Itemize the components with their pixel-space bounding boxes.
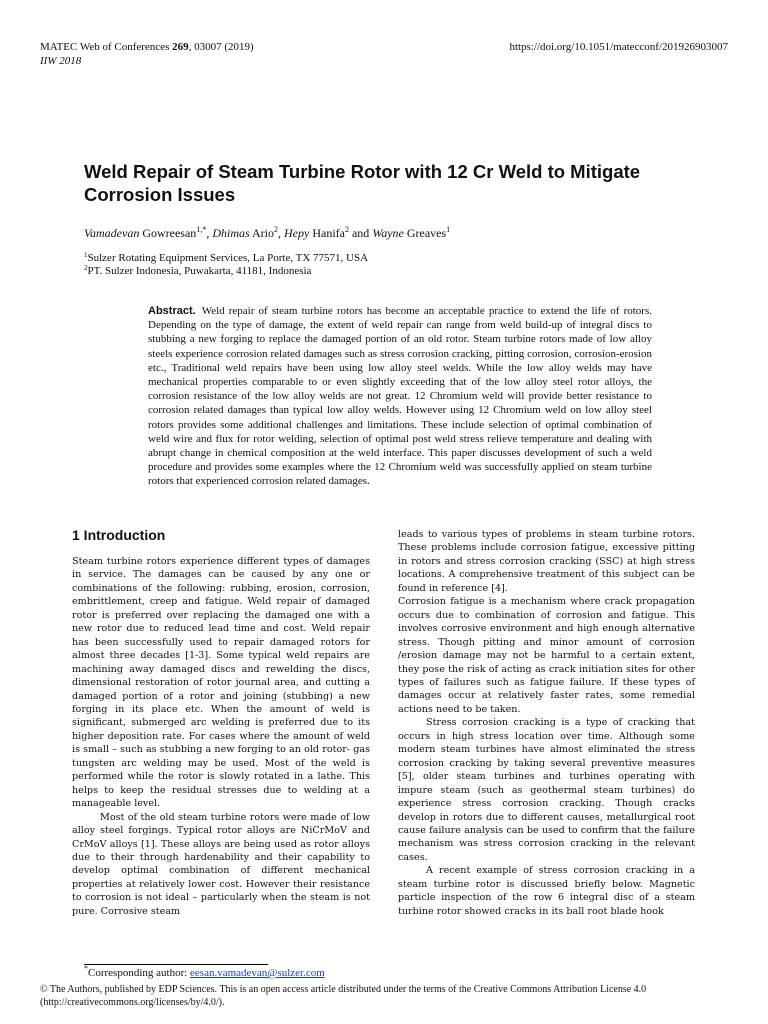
- author: Hepy Hanifa$^2$ and: [284, 225, 373, 240]
- doi-link[interactable]: https://doi.org/10.1051/matecconf/201926903007: [509, 41, 728, 53]
- paragraph: Stress corrosion cracking is a type of cracking that occurs in high stress location over time. Although some modern steam turbines have almost eliminated the stress corrosion cracking by taking several preventive measures [5], older steam turbines and turbines operating with impure steam (such as geothermal steam turbines) do experience stress corrosion cracking. Though cracks develop in rotors due to different causes, metallurgical root cause failure analysis can be used to confirm that the failure mechanism was stress corrosion cracking in the relevant cases.: [398, 717, 695, 863]
- affiliation: $^2$PT. Sulzer Indonesia, Puwakarta, 41181, Indonesia: [84, 264, 312, 277]
- author: Wayne Greaves$^1$: [372, 225, 451, 240]
- paragraph: Steam turbine rotors experience different types of damages in service. The damages can be caused by any one or combinations of the following: rubbing, erosion, corrosion, embrittlement, creep and fatigue. Weld repair of damaged rotor is preferred over replacing the damaged one with a new rotor due to reduced lead time and cost. Weld repair has been successfully used to repair damaged rotors for almost three decades [1-3]. Some typical weld repairs are machining away damaged discs and rewelding the discs, dimensional restoration of rotor journal area, and cutting a damaged portion of a rotor and joining (stubbing) a new forging in its place etc. When the amount of weld is significant, submerged arc welding is preferred due to its higher deposition rate. For cases where the amount of weld is small – such as stubbing a new forging to an old rotor- gas tungsten arc welding may be used. Most of the weld is performed while the rotor is slowly rotated in a lathe. This helps to keep the residual stresses due to welding at a manageable level.: [72, 556, 370, 810]
- paper-title: Weld Repair of Steam Turbine Rotor with 12 Cr Weld to Mitigate Corrosion Issues: [84, 161, 641, 205]
- affiliation: $^1$Sulzer Rotating Equipment Services, La Porte, TX 77571, USA: [84, 251, 369, 264]
- author-list: [84, 225, 724, 241]
- paragraph: Corrosion fatigue is a mechanism where crack propagation occurs due to combination of corrosion and fatigue. This involves corrosive environment and high enough alternative stress. Though pitting and minor amount of corrosion /erosion damage may not be harmful to a certain extent, they pose the risk of acting as crack initiation sites for other types of failures such as fatigue failure. If these types of damages occur at relatively faster rates, some remedial actions need to be taken.: [398, 596, 695, 715]
- author: Vamadevan Gowreesan$^{1,*}$,: [84, 225, 213, 240]
- affiliations: [84, 252, 724, 278]
- footnote-rule: [84, 964, 268, 965]
- paragraph: leads to various types of problems in steam turbine rotors. These problems include corrosion fatigue, excessive pitting in rotors and stress corrosion cracking (SSC) at high stress locations. A comprehensive treatment of this subject can be found in reference [4].: [398, 529, 695, 594]
- running-header: [40, 40, 254, 68]
- event-name: IIW 2018: [40, 55, 82, 67]
- corresponding-author-footnote: *Corresponding author: eesan.vamadevan@sulzer.com: [84, 964, 325, 979]
- body-column-right: [398, 528, 695, 918]
- journal-name: MATEC Web of Conferences 269, 03007 (2019): [40, 41, 254, 53]
- author: Dhimas Ario$^2$,: [212, 225, 284, 240]
- abstract-text: Weld repair of steam turbine rotors has become an acceptable practice to extend the life of rotors. Depending on the type of damage, the extent of weld repair can range from weld build-up of integral discs to stubbing a new forging to replace the damaged portion of an old rotor. Steam turbine rotors made of low alloy steels experience corrosion related damages such as stress corrosion cracking, pitting corrosion, corrosion-erosion etc., Traditional weld repairs have been using low alloy steel welds. While the low alloy welds may have mechanical properties comparable to or even slightly exceeding that of the low alloy steel rotor alloys, the corrosion resistance of the low alloy welds are not great. 12 Chromium weld will provide better resistance to corrosion related damages than typical low alloy welds. However using 12 Chromium weld on low alloy steel rotors provides some additional challenges and limitations. These include selection of optimal combination of weld wire and flux for rotor welding, selection of optimal post weld stress relieve temperature and dealing with abrupt change in chemical composition at the weld interface. This paper discusses development of such a weld procedure and provides some examples where the 12 Chromium weld was successfully applied on steam turbine rotors that experienced corrosion related damages.: [148, 305, 652, 488]
- license-notice: © The Authors, published by EDP Sciences. This is an open access article distributed under the terms of the Creative Commons Attribution License 4.0 (http://creativecommons.org/licenses/by/4.0/).: [40, 984, 647, 1008]
- journal-volume: 269: [172, 41, 189, 53]
- body-column-left: [72, 555, 370, 918]
- abstract: [148, 304, 652, 489]
- section-heading-introduction: 1 Introduction: [72, 527, 166, 543]
- abstract-label: Abstract.: [148, 305, 196, 317]
- author-email-link[interactable]: eesan.vamadevan@sulzer.com: [190, 967, 325, 979]
- paragraph: Most of the old steam turbine rotors were made of low alloy steel forgings. Typical rotor alloys are NiCrMoV and CrMoV alloys [1]. These alloys are being used as rotor alloys due to their through hardenability and their capability to develop optimal combination of different mechanical properties at relatively lower cost. However their resistance to corrosion is not ideal – particularly when the steam is not pure. Corrosive steam: [72, 811, 370, 917]
- paragraph: A recent example of stress corrosion cracking in a steam turbine rotor is discussed briefly below. Magnetic particle inspection of the row 6 integral disc of a steam turbine rotor showed cracks in its ball root blade hook: [398, 865, 695, 917]
